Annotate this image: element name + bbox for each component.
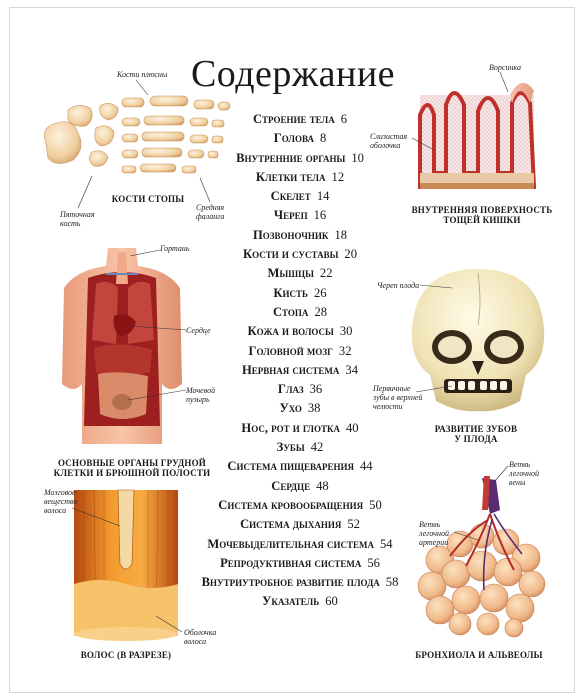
toc-entry-label: Зубы xyxy=(276,440,305,455)
toc-entry-page: 52 xyxy=(347,517,360,532)
toc-entry-label: Стопа xyxy=(272,304,309,319)
toc-entry-label: Мышцы xyxy=(267,266,314,281)
note-heel-2: кость xyxy=(60,219,81,228)
toc-entry[interactable] xyxy=(200,515,400,534)
toc-entry[interactable] xyxy=(200,187,400,206)
toc-entry[interactable] xyxy=(200,322,400,341)
toc-entry-page: 10 xyxy=(351,150,364,165)
toc-entry-label: Кости и суставы xyxy=(242,247,339,262)
toc-entry[interactable] xyxy=(200,592,400,611)
note-teeth-2: зубы в верхней xyxy=(373,393,423,402)
toc-entry-label: Внутренние органы xyxy=(236,150,346,165)
caption-skull-1: РАЗВИТИЕ ЗУБОВ xyxy=(434,424,518,434)
note-artery-3: артерии xyxy=(419,538,449,547)
toc-entry-page: 36 xyxy=(309,382,323,397)
note-heart: Сердце xyxy=(186,326,211,335)
toc-entry-page: 34 xyxy=(345,362,359,377)
toc-entry[interactable] xyxy=(200,535,400,554)
toc-entry-label: Клетки тела xyxy=(255,169,326,184)
note-sheath-1: Оболочка xyxy=(184,628,217,637)
caption-hair: ВОЛОС (В РАЗРЕЗЕ) xyxy=(80,650,172,660)
toc-entry[interactable] xyxy=(200,457,400,476)
toc-entry[interactable] xyxy=(200,380,400,399)
alveoli-illustration xyxy=(410,470,550,640)
toc-entry-label: Указатель xyxy=(262,594,320,609)
note-medulla-2: вещество xyxy=(44,497,78,506)
toc-entry[interactable] xyxy=(200,245,400,264)
toc-entry[interactable] xyxy=(200,438,400,457)
toc-entry-label: Глаз xyxy=(277,382,304,397)
toc-entry-label: Позвоночник xyxy=(252,227,329,242)
toc-entry-label: Внутриутробное развитие плода xyxy=(201,575,380,590)
note-middle-phalanx-2: фаланга xyxy=(196,212,225,221)
page-title: Содержание xyxy=(190,53,396,95)
toc-entry-page: 32 xyxy=(338,343,352,358)
note-middle-phalanx-1: Средняя xyxy=(196,203,225,212)
toc-entry-label: Нос, рот и глотка xyxy=(241,420,340,435)
note-bladder-2: пузырь xyxy=(186,395,210,404)
toc-entry-label: Кожа и волосы xyxy=(247,324,334,339)
caption-intestine-1: ВНУТРЕННЯЯ ПОВЕРХНОСТЬ xyxy=(411,205,553,215)
note-artery-1: Ветвь xyxy=(419,520,441,529)
toc-entry-page: 38 xyxy=(307,401,321,416)
toc-entry-label: Скелет xyxy=(270,189,311,204)
note-teeth-1: Первичные xyxy=(373,384,411,393)
hair-section-illustration xyxy=(70,484,182,642)
toc-entry-page: 60 xyxy=(325,594,338,609)
toc-entry-page: 42 xyxy=(310,440,324,455)
foot-bones-illustration xyxy=(38,88,238,183)
toc-entry-label: Головной мозг xyxy=(248,343,333,358)
toc-entry-page: 12 xyxy=(331,169,345,184)
toc-entry-label: Сердце xyxy=(271,478,311,493)
toc-entry-label: Система кровообращения xyxy=(218,497,364,512)
toc-entry[interactable] xyxy=(200,477,400,496)
toc-entry[interactable] xyxy=(200,284,400,303)
note-sheath-2: волоса xyxy=(184,637,207,646)
toc-entry-label: Ухо xyxy=(279,401,302,416)
note-vein-1: Ветвь xyxy=(509,460,531,469)
note-fetal-skull: Череп плода xyxy=(377,281,420,290)
toc-entry[interactable] xyxy=(200,226,400,245)
toc-entry[interactable] xyxy=(200,264,400,283)
caption-torso-1: ОСНОВНЫЕ ОРГАНЫ ГРУДНОЙ xyxy=(57,458,207,468)
table-of-contents xyxy=(200,110,400,612)
toc-entry-page: 40 xyxy=(345,420,359,435)
toc-entry-label: Система пищеварения xyxy=(227,459,354,474)
note-vein-3: вены xyxy=(509,478,526,487)
caption-alveoli: БРОНХИОЛА И АЛЬВЕОЛЫ xyxy=(415,650,543,660)
fetal-skull-illustration xyxy=(408,265,548,415)
toc-entry-page: 14 xyxy=(316,189,330,204)
toc-entry-label: Кисть xyxy=(273,285,308,300)
toc-entry-page: 56 xyxy=(367,555,380,570)
toc-entry-label: Мочевыделительная система xyxy=(207,536,374,551)
toc-entry-label: Репродуктивная система xyxy=(220,555,362,570)
caption-foot-bones: КОСТИ СТОПЫ xyxy=(111,194,185,204)
toc-entry-page: 48 xyxy=(316,478,329,493)
note-medulla-1: Мозговое xyxy=(44,488,76,497)
note-medulla-3: волоса xyxy=(44,506,67,515)
toc-entry[interactable] xyxy=(200,496,400,515)
toc-entry-page: 6 xyxy=(340,112,348,126)
note-heel-1: Пяточная xyxy=(60,210,95,219)
toc-entry-label: Череп xyxy=(273,208,308,223)
toc-entry-page: 20 xyxy=(344,247,358,262)
intestine-illustration xyxy=(418,75,536,193)
toc-entry-label: Голова xyxy=(273,131,314,146)
toc-entry[interactable] xyxy=(200,206,400,225)
note-villus: Ворсинка xyxy=(489,63,521,72)
toc-entry-page: 16 xyxy=(313,208,327,223)
toc-entry[interactable] xyxy=(200,361,400,380)
toc-entry[interactable] xyxy=(200,342,400,361)
toc-entry-page: 18 xyxy=(334,227,348,242)
note-larynx: Гортань xyxy=(160,244,190,253)
toc-entry-label: Строение тела xyxy=(252,112,335,126)
toc-entry-page: 22 xyxy=(319,266,333,281)
toc-entry-page: 28 xyxy=(314,304,328,319)
toc-entry-page: 58 xyxy=(385,575,399,590)
toc-entry-page: 30 xyxy=(339,324,353,339)
caption-torso-2: КЛЕТКИ И БРЮШНОЙ ПОЛОСТИ xyxy=(53,468,211,478)
toc-entry[interactable] xyxy=(200,573,400,592)
note-metatarsals: Кости плюсны xyxy=(117,70,168,79)
note-artery-2: легочной xyxy=(419,529,449,538)
toc-entry-label: Нервная система xyxy=(241,362,340,377)
toc-entry-page: 44 xyxy=(359,459,373,474)
note-teeth-3: челюсти xyxy=(373,402,403,411)
toc-entry-page: 50 xyxy=(369,497,382,512)
note-bladder-1: Мочевой xyxy=(186,386,216,395)
caption-intestine-2: ТОЩЕЙ КИШКИ xyxy=(443,215,521,225)
toc-entry[interactable] xyxy=(200,399,400,418)
torso-illustration xyxy=(58,244,186,454)
toc-entry[interactable] xyxy=(200,303,400,322)
caption-skull-2: У ПЛОДА xyxy=(454,434,498,444)
toc-entry-page: 54 xyxy=(380,536,393,551)
note-mucosa-2: оболочка xyxy=(370,141,401,150)
toc-entry-page: 26 xyxy=(314,285,327,300)
toc-entry[interactable] xyxy=(200,419,400,438)
toc-entry-label: Система дыхания xyxy=(240,517,342,532)
note-vein-2: легочной xyxy=(509,469,539,478)
note-mucosa-1: Слизистая xyxy=(370,132,408,141)
toc-entry-page: 8 xyxy=(319,131,327,146)
toc-entry[interactable] xyxy=(200,554,400,573)
